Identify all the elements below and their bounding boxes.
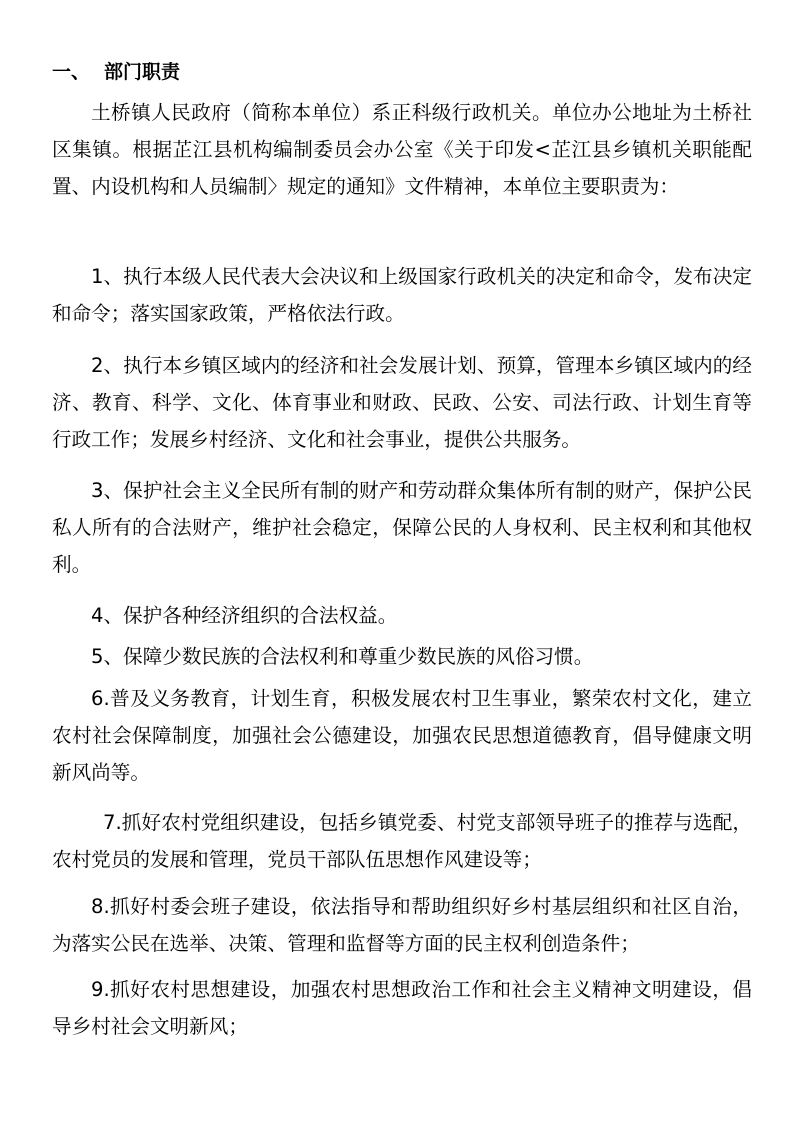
duty-item-2: 2、执行本乡镇区域内的经济和社会发展计划、预算，管理本乡镇区域内的经济、教育、科学、文化、体育事业和财政、民政、公安、司法行政、计划生育等行政工作；发展乡村经济、文化和社会事业，提供公共服务。 (52, 354, 752, 452)
duty-item-8: 8.抓好村委会班子建设，依法指导和帮助组织好乡村基层组织和社区自治，为落实公民在选举、决策、管理和监督等方面的民主权利创造条件； (52, 895, 752, 956)
duty-item-7: 7.抓好农村党组织建设，包括乡镇党委、村党支部领导班子的推荐与选配，农村党员的发展和管理，党员干部队伍思想作风建设等； (52, 811, 752, 872)
duty-item-5: 5、保障少数民族的合法权利和尊重少数民族的风俗习惯。 (91, 645, 594, 668)
intro-paragraph: 土桥镇人民政府（简称本单位）系正科级行政机关。单位办公地址为土桥社区集镇。根据芷江县机构编制委员会办公室《关于印发<芷江县乡镇机关职能配置、内设机构和人员编制〉规定的通知》文件精神，本单位主要职责为： (52, 101, 752, 199)
duty-item-6: 6.普及义务教育，计划生育，积极发展农村卫生事业，繁荣农村文化，建立农村社会保障制度，加强社会公德建设，加强农民思想道德教育，倡导健康文明新风尚等。 (52, 687, 752, 785)
section-heading (52, 58, 180, 86)
duty-item-9: 9.抓好农村思想建设，加强农村思想政治工作和社会主义精神文明建设，倡导乡村社会文明新风； (52, 978, 752, 1039)
duty-item-3: 3、保护社会主义全民所有制的财产和劳动群众集体所有制的财产，保护公民私人所有的合法财产，维护社会稳定，保障公民的人身权利、民主权利和其他权利。 (52, 479, 752, 577)
duty-item-4: 4、保护各种经济组织的合法权益。 (91, 604, 398, 627)
section-title: 部门职责 (104, 61, 181, 83)
duty-item-1: 1、执行本级人民代表大会决议和上级国家行政机关的决定和命令，发布决定和命令；落实国家政策，严格依法行政。 (52, 265, 752, 326)
section-number: 一、 (52, 61, 91, 83)
